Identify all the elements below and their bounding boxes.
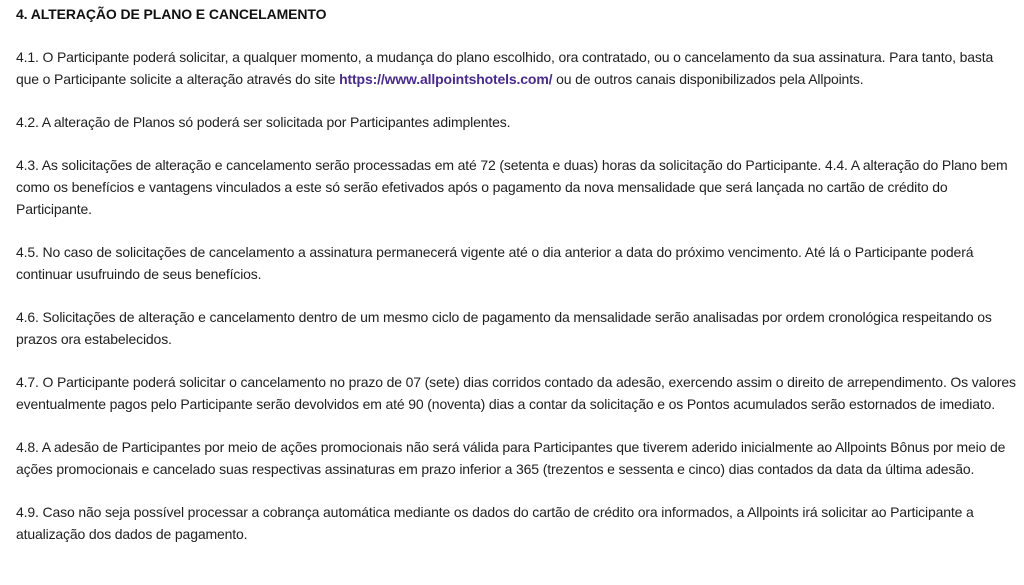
paragraph-4-3: 4.3. As solicitações de alteração e cancelamento serão processadas em até 72 (setenta e duas) horas da solicitação do Participante. 4.4. A alteração do Plano bem como os benefícios e vantagens vinculados a este só serão efetivados após o pagamento da nova mensalidade que será lançada no cartão de crédito do Participante.	[16, 157, 1008, 217]
paragraph-4-7: 4.7. O Participante poderá solicitar o cancelamento no prazo de 07 (sete) dias corridos contado da adesão, exercendo assim o direito de arrependimento. Os valores eventualmente pagos pelo Participante serão devolvidos em até 90 (noventa) dias a contar da solicitação e os Pontos acumulados serão estornados de imediato.	[16, 374, 1016, 412]
paragraph-4-1-text-after: ou de outros canais disponibilizados pela Allpoints.	[552, 71, 864, 87]
paragraph-4-5: 4.5. No caso de solicitações de cancelamento a assinatura permanecerá vigente até o dia anterior a data do próximo vencimento. Até lá o Participante poderá continuar usufruindo de seus benefícios.	[16, 244, 974, 282]
section-title: 4. ALTERAÇÃO DE PLANO E CANCELAMENTO	[16, 6, 327, 22]
allpoints-site-link[interactable]: https://www.allpointshotels.com/	[339, 71, 553, 87]
paragraph-4-6: 4.6. Solicitações de alteração e cancelamento dentro de um mesmo ciclo de pagamento da mensalidade serão analisadas por ordem cronológica respeitando os prazos ora estabelecidos.	[16, 309, 992, 347]
paragraph-4-1-text-before: 4.1. O Participante poderá solicitar, a qualquer momento, a mudança do plano escolhido, ora contratado, ou o cancelamento da sua assinatura. Para tanto, basta que o Participante solicite a alteração através do site	[16, 49, 994, 87]
paragraph-4-8: 4.8. A adesão de Participantes por meio de ações promocionais não será válida para Participantes que tiverem aderido inicialmente ao Allpoints Bônus por meio de ações promocionais e cancelado suas respectivas assinaturas em prazo inferior a 365 (trezentos e sessenta e cinco) dias contados da data da última adesão.	[16, 439, 1006, 477]
paragraph-4-2: 4.2. A alteração de Planos só poderá ser solicitada por Participantes adimplentes.	[16, 114, 511, 130]
paragraph-4-1	[16, 46, 1016, 90]
paragraph-4-9: 4.9. Caso não seja possível processar a cobrança automática mediante os dados do cartão de crédito ora informados, a Allpoints irá solicitar ao Participante a atualização dos dados de pagamento.	[16, 504, 974, 542]
